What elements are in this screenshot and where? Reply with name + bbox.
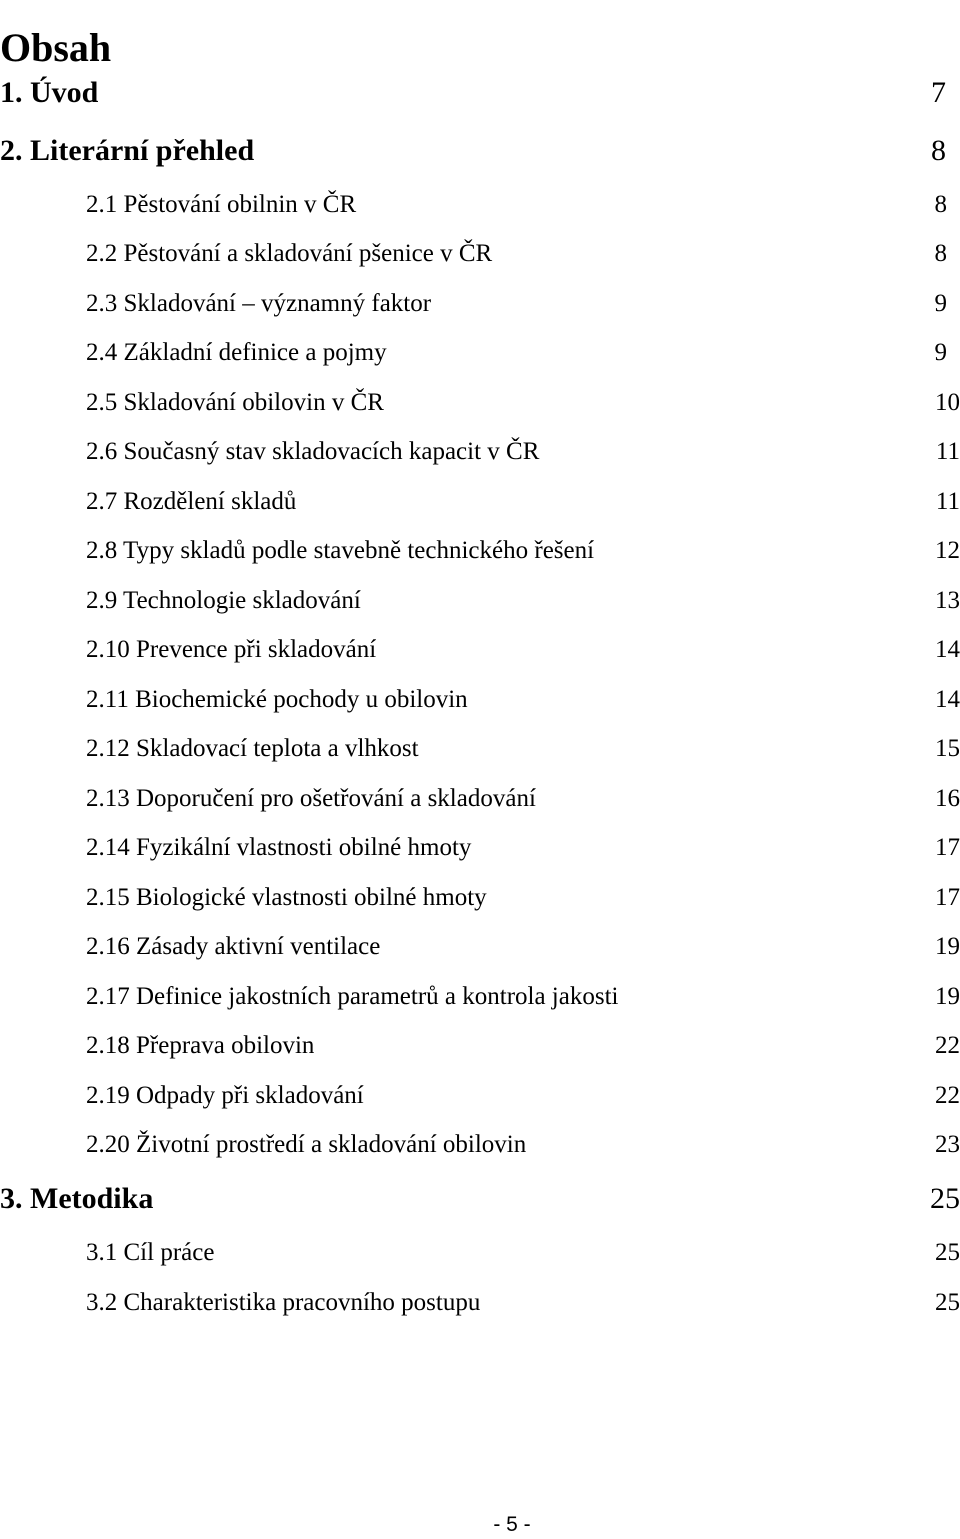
- toc-entry-page-number: 25: [935, 1289, 960, 1316]
- toc-entry-label: 2.12 Skladovací teplota a vlhkost: [86, 735, 419, 762]
- toc-entry-section-2-8[interactable]: [0, 533, 960, 569]
- toc-entry-label: 2.7 Rozdělení skladů: [86, 488, 297, 515]
- toc-entry-label: 3. Metodika: [0, 1182, 154, 1215]
- toc-entry-label: 2.19 Odpady při skladování: [86, 1082, 364, 1109]
- toc-entry-section-2-4[interactable]: [0, 335, 960, 371]
- toc-entry-page-number: 25: [935, 1239, 960, 1266]
- toc-entry-label: 1. Úvod: [0, 76, 99, 109]
- toc-entry-label: 2.3 Skladování – významný faktor: [86, 290, 432, 317]
- toc-entry-label: 2.10 Prevence při skladování: [86, 636, 377, 663]
- toc-entry-page-number: 25: [930, 1182, 960, 1215]
- toc-entry-section-2-3[interactable]: [0, 286, 960, 322]
- toc-entry-page-number: 15: [935, 735, 960, 762]
- toc-entry-label: 2.20 Životní prostředí a skladování obilovin: [86, 1131, 527, 1158]
- toc-entry-page-number: 8: [931, 134, 946, 167]
- page-title: Obsah: [0, 24, 112, 70]
- toc-entry-label: 2.13 Doporučení pro ošetřování a skladování: [86, 785, 536, 812]
- toc-entry-section-3-1[interactable]: [0, 1235, 960, 1271]
- toc-entry-label: 2.15 Biologické vlastnosti obilné hmoty: [86, 884, 487, 911]
- toc-entry-section-2-14[interactable]: [0, 830, 960, 866]
- toc-entry-section-2-13[interactable]: [0, 781, 960, 817]
- toc-entry-page-number: 16: [935, 785, 960, 812]
- toc-entry-page-number: 22: [935, 1032, 960, 1059]
- toc-entry-label: 2. Literární přehled: [0, 134, 255, 167]
- toc-entry-page-number: 10: [935, 389, 960, 416]
- toc-entry-page-number: 8: [934, 240, 947, 267]
- toc-entry-page-number: 11: [935, 438, 960, 465]
- toc-entry-label: 2.5 Skladování obilovin v ČR: [86, 389, 384, 416]
- toc-entry-page-number: 17: [935, 834, 960, 861]
- toc-entry-page-number: 19: [935, 933, 960, 960]
- toc-entry-section-2-5[interactable]: [0, 385, 960, 421]
- toc-entry-page-number: 23: [935, 1131, 960, 1158]
- toc-entry-section-2-11[interactable]: [0, 682, 960, 718]
- toc-entry-label: 3.1 Cíl práce: [86, 1239, 215, 1266]
- toc-entry-section-2-12[interactable]: [0, 731, 960, 767]
- toc-entry-section-2-15[interactable]: [0, 880, 960, 916]
- toc-entry-page-number: 13: [935, 587, 960, 614]
- toc-entry-chapter-3[interactable]: [0, 1181, 960, 1217]
- toc-entry-section-2-16[interactable]: [0, 929, 960, 965]
- toc-entry-label: 3.2 Charakteristika pracovního postupu: [86, 1289, 481, 1316]
- toc-entry-chapter-1[interactable]: [0, 75, 960, 111]
- toc-entry-section-2-20[interactable]: [0, 1127, 960, 1163]
- toc-entry-page-number: 14: [935, 636, 960, 663]
- toc-entry-section-2-7[interactable]: [0, 484, 960, 520]
- toc-entry-label: 2.18 Přeprava obilovin: [86, 1032, 315, 1059]
- toc-entry-label: 2.8 Typy skladů podle stavebně technického řešení: [86, 537, 595, 564]
- toc-entry-label: 2.11 Biochemické pochody u obilovin: [86, 686, 468, 713]
- toc-entry-page-number: 22: [935, 1082, 960, 1109]
- toc-entry-page-number: 9: [934, 290, 947, 317]
- toc-entry-section-2-17[interactable]: [0, 979, 960, 1015]
- toc-entry-section-2-19[interactable]: [0, 1078, 960, 1114]
- toc-entry-page-number: 8: [934, 191, 947, 218]
- toc-entry-label: 2.17 Definice jakostních parametrů a kontrola jakosti: [86, 983, 619, 1010]
- toc-entry-label: 2.16 Zásady aktivní ventilace: [86, 933, 381, 960]
- page-number-footer: - 5 -: [493, 1513, 531, 1536]
- toc-entry-page-number: 14: [935, 686, 960, 713]
- toc-entry-page-number: 17: [935, 884, 960, 911]
- toc-entry-section-2-2[interactable]: [0, 236, 960, 272]
- toc-entry-label: 2.1 Pěstování obilnin v ČR: [86, 191, 357, 218]
- toc-entry-page-number: 19: [935, 983, 960, 1010]
- toc-entry-label: 2.6 Současný stav skladovacích kapacit v ČR: [86, 438, 540, 465]
- toc-entry-label: 2.2 Pěstování a skladování pšenice v ČR: [86, 240, 493, 267]
- toc-entry-label: 2.14 Fyzikální vlastnosti obilné hmoty: [86, 834, 472, 861]
- toc-entry-section-2-18[interactable]: [0, 1028, 960, 1064]
- toc-entry-page-number: 9: [934, 339, 947, 366]
- toc-entry-chapter-2[interactable]: [0, 133, 960, 169]
- toc-entry-label: 2.4 Základní definice a pojmy: [86, 339, 387, 366]
- toc-entry-page-number: 11: [935, 488, 960, 515]
- toc-entry-section-2-1[interactable]: [0, 187, 960, 223]
- toc-entry-section-2-10[interactable]: [0, 632, 960, 668]
- toc-entry-page-number: 7: [931, 76, 946, 109]
- toc-entry-label: 2.9 Technologie skladování: [86, 587, 361, 614]
- toc-entry-section-2-6[interactable]: [0, 434, 960, 470]
- toc-entry-section-2-9[interactable]: [0, 583, 960, 619]
- toc-entry-section-3-2[interactable]: [0, 1285, 960, 1321]
- toc-entry-page-number: 12: [935, 537, 960, 564]
